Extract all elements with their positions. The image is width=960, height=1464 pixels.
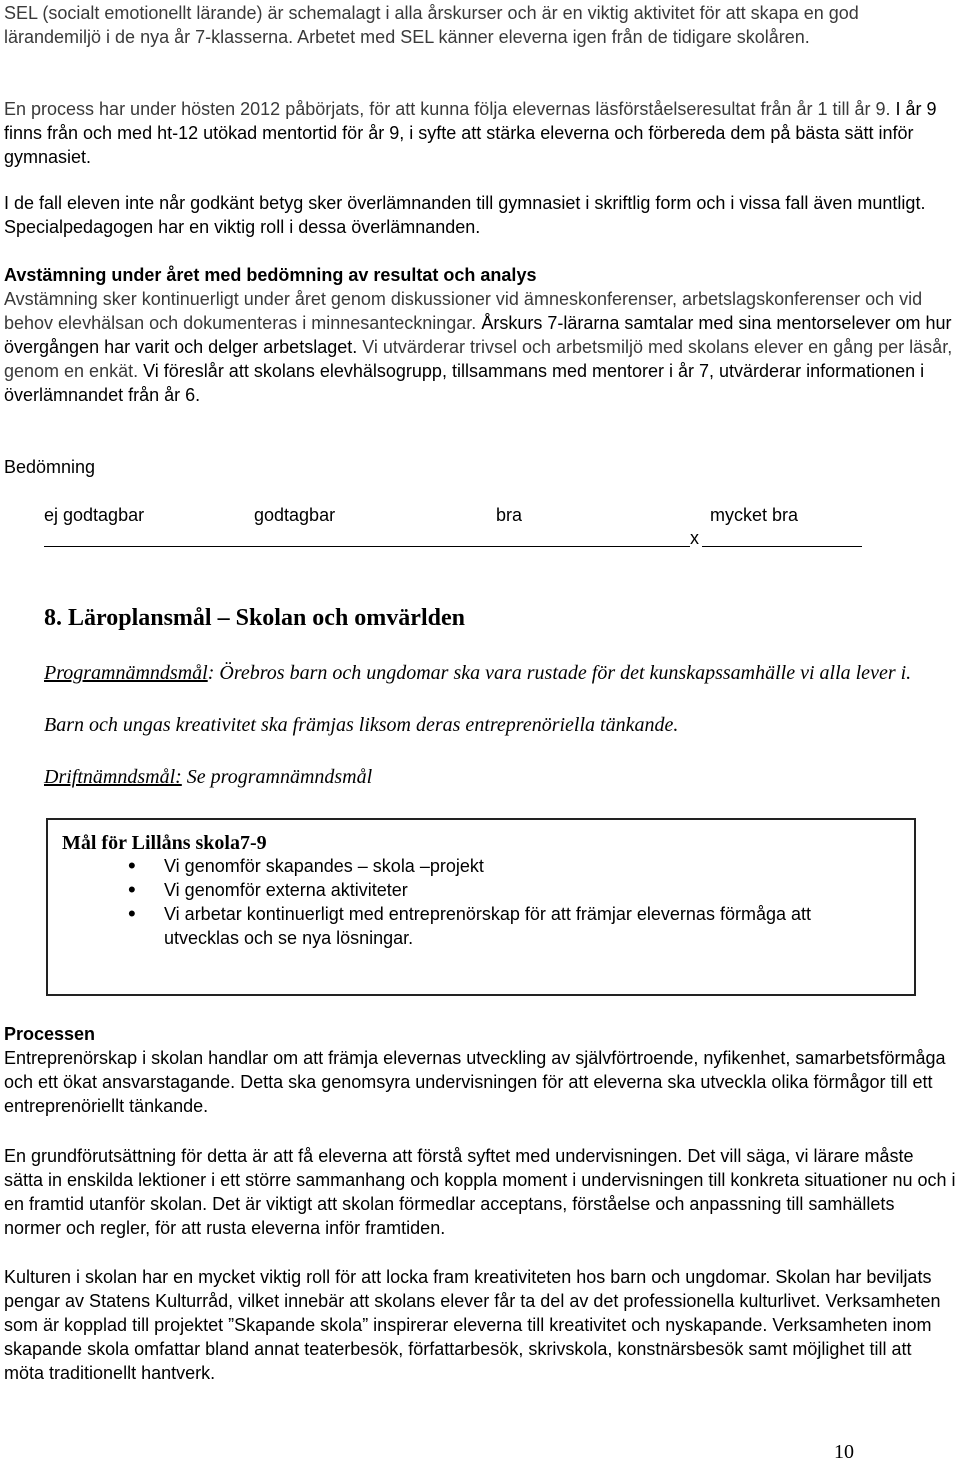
rating-line-right	[702, 546, 862, 547]
section-heading: 8. Läroplansmål – Skolan och omvärlden	[44, 605, 465, 631]
avstamning-sentence-4: Vi föreslår att skolans elevhälsogrupp, tillsammans med mentorer i år 7, utvärderar informationen i överlämnandet från år 6.	[4, 361, 925, 405]
rating-label-bra: bra	[496, 505, 523, 525]
avstamning-paragraph	[4, 287, 956, 407]
goal-item: • Vi genomför externa aktiviteter	[164, 878, 914, 902]
rating-mark: x	[690, 528, 699, 548]
goals-title: Mål för Lillåns skola7-9	[62, 832, 267, 854]
driftnamnd-text: Se programnämndsmål	[181, 766, 373, 788]
programnamnd-text: : Örebros barn och ungdomar ska vara rustade för det kunskapssamhälle vi alla lever i.	[207, 662, 912, 684]
programnamnd-goal	[44, 660, 956, 686]
culture-paragraph: Kulturen i skolan har en mycket viktig roll för att locka fram kreativiteten hos barn och ungdomar. Skolan har beviljats pengar av Statens Kulturråd, vilket innebär att skolans elever får ta del av det professionella kulturlivet. Verksamheten som är kopplad till projektet ”Skapande skola” inspirerar eleverna till kreativitet och nyskapande. Verksamheten inom skapande skola omfattar bland annat teaterbesök, författarbesök, skrivskola, konstnärsbesök samt möjlighet till att möta traditionellt hantverk.	[4, 1267, 941, 1383]
processen-paragraph-1: Entreprenörskap i skolan handlar om att främja elevernas utveckling av självförtroende, nyfikenhet, samarbetsförmåga och ett ökat ansvarstagande. Detta ska genomsyra undervisningen för att eleverna ska utveckla olika förmågor till ett entreprenöriellt tänkande.	[4, 1048, 946, 1116]
avstamning-sentence-3: Vi utvärderar trivsel och arbetsmiljö med skolans elever en gång per läsår, genom en enkät.	[4, 337, 953, 381]
avstamning-heading: Avstämning under året med bedömning av resultat och analys	[4, 265, 537, 285]
goal-item: • Vi genomför skapandes – skola –projekt	[164, 854, 914, 878]
avstamning-sentence-1: Avstämning sker kontinuerligt under året genom diskussioner vid ämneskonferenser, arbetslagskonferenser och vid behov elevhälsan och dokumenteras i minnesanteckningar.	[4, 289, 923, 333]
process-sentence-2: I år 9 finns från och med ht-12 utökad mentortid för år 9, i syfte att stärka eleverna och förbereda dem på bästa sätt inför gymnasiet.	[4, 99, 937, 167]
bedomning-heading: Bedömning	[4, 457, 96, 477]
goals-list	[48, 854, 914, 950]
programnamnd-goal-2: Barn och ungas kreativitet ska främjas liksom deras entreprenöriella tänkande.	[44, 714, 679, 736]
process-paragraph	[4, 97, 956, 169]
avstamning-sentence-2: Årskurs 7-lärarna samtalar med sina mentorselever om hur övergången har varit och delger arbetslaget.	[4, 313, 952, 357]
rating-line-left	[44, 546, 690, 547]
driftnamnd-label: Driftnämndsmål:	[44, 766, 182, 788]
sel-paragraph: SEL (socialt emotionellt lärande) är schemalagt i alla årskurser och är en viktig aktivitet för att skapa en god lärandemiljö i de nya år 7-klasserna. Arbetet med SEL känner eleverna igen från de tidigare skolåren.	[4, 3, 859, 47]
rating-scale	[0, 503, 960, 527]
rating-label-godtagbar: godtagbar	[254, 505, 336, 525]
process-sentence-1: En process har under hösten 2012 påbörjats, för att kunna följa elevernas läsförståelseresultat från år 1 till år 9.	[4, 99, 896, 119]
handover-paragraph: I de fall eleven inte når godkänt betyg sker överlämnanden till gymnasiet i skriftlig form och i vissa fall även muntligt. Specialpedagogen har en viktig roll i dessa överlämnanden.	[4, 193, 926, 237]
processen-paragraph-2: En grundförutsättning för detta är att få eleverna att förstå syftet med undervisningen. Det vill säga, vi lärare måste sätta in enskilda lektioner i ett större sammanhang och koppla moment i undervisningen till konkreta situationer nu och i en framtid utanför skolan. Det är viktigt att skolan förmedlar acceptans, förståelse och anpassning till samhällets normer och regler, för att rusta eleverna inför framtiden.	[4, 1146, 956, 1238]
driftnamnd-goal	[44, 764, 956, 790]
rating-label-ej-godtagbar: ej godtagbar	[44, 505, 145, 525]
rating-label-mycket-bra: mycket bra	[710, 505, 799, 525]
processen-heading: Processen	[4, 1024, 96, 1044]
goal-item: • Vi arbetar kontinuerligt med entreprenörskap för att främjar elevernas förmåga att utvecklas och se nya lösningar.	[164, 902, 914, 950]
page-number: 10	[834, 1441, 854, 1463]
programnamnd-label: Programnämndsmål	[44, 662, 208, 684]
goals-box	[46, 818, 916, 996]
